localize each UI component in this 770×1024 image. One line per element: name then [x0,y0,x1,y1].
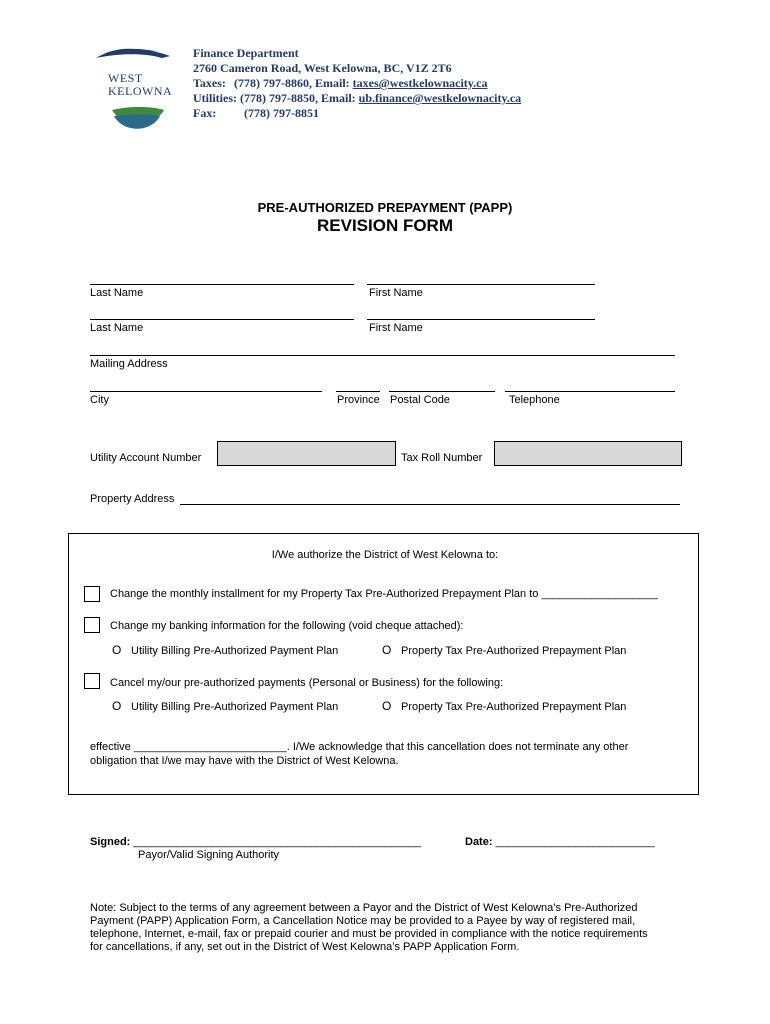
cancel-property-radio[interactable]: O [382,699,392,713]
telephone-label: Telephone [509,394,560,406]
header-block [193,46,521,121]
change-installment-checkbox[interactable] [84,586,100,602]
utility-account-label: Utility Account Number [90,452,202,464]
postal-code-label: Postal Code [390,394,450,406]
dept-name: Finance Department [193,46,299,60]
fax-label: Fax: [193,106,217,120]
city-label: City [90,394,109,406]
logo-line1: WEST [108,71,143,85]
property-address-field[interactable] [180,504,680,505]
postal-code-field[interactable] [389,391,495,392]
cancel-utility-label: Utility Billing Pre-Authorized Payment Plan [131,701,339,713]
last-name-field-2[interactable] [90,319,354,320]
first-name-label-1: First Name [369,287,423,299]
tax-roll-input[interactable] [494,441,682,466]
payor-label: Payor/Valid Signing Authority [138,849,280,861]
signed-line[interactable]: _______________________________________________ [133,836,421,848]
note-line-3: telephone, Internet, e-mail, fax or prepaid courier and must be provided in compliance with the notice requirements [90,928,648,940]
utilities-phone: (778) 797-8850, Email: [240,91,356,105]
cancel-property-label: Property Tax Pre-Authorized Prepayment Plan [401,701,627,713]
last-name-label-1: Last Name [90,287,144,299]
logo-text [108,72,172,98]
city-field[interactable] [90,391,322,392]
banking-utility-radio[interactable]: O [112,643,122,657]
logo-line2: KELOWNA [108,84,173,98]
last-name-label-2: Last Name [90,322,144,334]
taxes-phone: (778) 797-8860, Email: [234,76,350,90]
effective-text-2: obligation that I/we may have with the District of West Kelowna. [90,755,399,767]
province-label: Province [337,394,380,406]
signed-label: Signed: [90,836,131,848]
banking-property-label: Property Tax Pre-Authorized Prepayment Plan [401,645,627,657]
first-name-field-1[interactable] [367,284,595,285]
date-line[interactable]: __________________________ [495,836,655,848]
banking-property-radio[interactable]: O [382,643,392,657]
note-line-1: Note: Subject to the terms of any agreement between a Payor and the District of West Kelowna’s Pre-Authorized [90,902,638,914]
form-title-line2: REVISION FORM [316,216,453,235]
change-banking-checkbox[interactable] [84,617,100,633]
taxes-email-link[interactable]: taxes@westkelownacity.ca [352,76,488,90]
tax-roll-label: Tax Roll Number [401,452,483,464]
taxes-label: Taxes: [193,76,226,90]
dept-address: 2760 Cameron Road, West Kelowna, BC, V1Z 2T6 [193,61,452,75]
utilities-label: Utilities: [193,91,237,105]
province-field[interactable] [336,391,380,392]
form-title-line1: PRE-AUTHORIZED PREPAYMENT (PAPP) [257,200,513,215]
signed-row [90,836,421,848]
utilities-line [193,91,521,106]
fax-line [193,106,521,121]
cancel-utility-radio[interactable]: O [112,699,122,713]
property-address-label: Property Address [90,493,175,505]
note-line-2: Payment (PAPP) Application Form, a Cancellation Notice may be provided to a Payee by way of registered mail, [90,915,636,927]
utilities-email-link[interactable]: ub.finance@westkelownacity.ca [358,91,522,105]
change-banking-label: Change my banking information for the following (void cheque attached): [110,620,464,632]
utility-account-input[interactable] [217,441,396,466]
last-name-field-1[interactable] [90,284,354,285]
fax-value: (778) 797-8851 [244,106,319,120]
date-label: Date: [465,836,493,848]
taxes-line [193,76,521,91]
first-name-label-2: First Name [369,322,423,334]
authorization-heading: I/We authorize the District of West Kelowna to: [271,549,499,561]
note-line-4: for cancellations, if any, set out in the District of West Kelowna’s PAPP Application Form. [90,941,520,953]
date-row [465,836,655,848]
effective-text: effective _________________________. I/We acknowledge that this cancellation does not terminate any other [90,741,629,753]
cancel-payments-checkbox[interactable] [84,673,100,689]
telephone-field[interactable] [505,391,675,392]
mailing-address-label: Mailing Address [90,358,168,370]
mailing-address-field[interactable] [90,355,675,356]
first-name-field-2[interactable] [367,319,595,320]
note-block [90,902,648,954]
banking-utility-label: Utility Billing Pre-Authorized Payment Plan [131,645,339,657]
change-installment-label: Change the monthly installment for my Property Tax Pre-Authorized Prepayment Plan to ___________________ [110,588,658,600]
cancel-payments-label: Cancel my/our pre-authorized payments (Personal or Business) for the following: [110,677,504,689]
